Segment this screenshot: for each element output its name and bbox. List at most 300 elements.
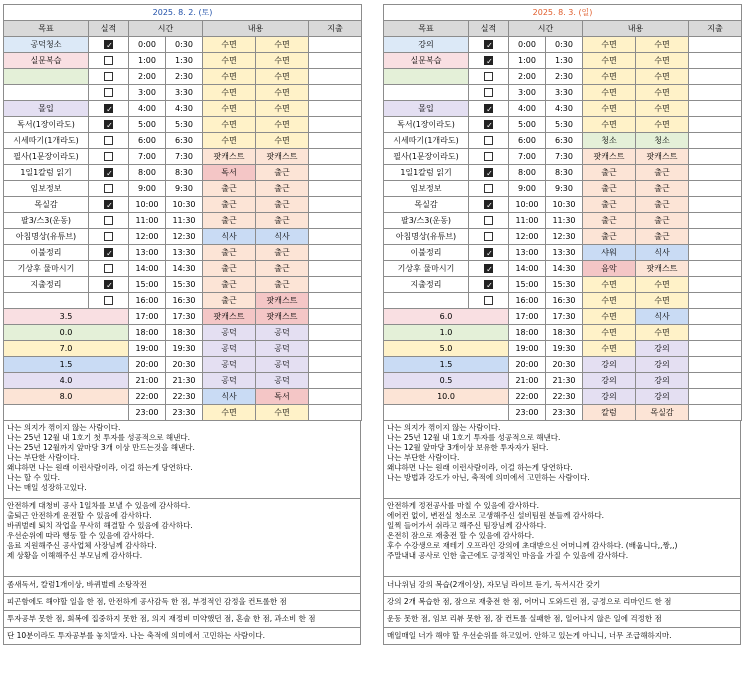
time-end: 1:30 [546,53,583,69]
activity-cell: 팟캐스트 [636,149,689,165]
affirmation-line: 나는 25년 12월 내 1호기 첫 투자를 성공적으로 해낸다. [7,433,190,442]
spend-cell [309,405,362,421]
goal-cell: 1.0 [384,325,509,341]
goal-cell: 1.5 [4,357,129,373]
goal-cell: 7.0 [4,341,129,357]
table-row [384,117,742,133]
table-row [384,101,742,117]
spend-cell [689,373,742,389]
done-checkbox[interactable] [484,56,493,65]
gratitude-line: 제 상황을 이해해주신 부모님께 감사하다. [7,551,143,560]
checkbox-cell [469,37,509,53]
goal-cell: 아침명상(유튜브) [4,229,89,245]
checkbox-cell [89,197,129,213]
table-row [4,165,362,181]
activity-cell: 출근 [203,261,256,277]
time-end: 6:30 [166,133,203,149]
activity-cell: 수면 [583,37,636,53]
time-end: 19:30 [546,341,583,357]
gratitude-line: 에어컨 없이, 변전실 청소로 고생해주신 설비팀원 분들께 감사하다. [387,511,605,520]
goal-cell: 시세따기(1개라도) [4,133,89,149]
goal-cell [4,69,89,85]
done-checkbox[interactable] [484,136,493,145]
done-checkbox[interactable] [484,104,493,113]
reflection-line: 단 10분이라도 투자공부를 놓치말자. 나는 축적에 의미에서 고민하는 사람이다. [3,628,361,645]
header-spend: 지출 [689,21,742,37]
reflection-line: 너나위님 강의 복습(2개이상), 자모님 라이브 듣기, 독서시간 갖기 [383,577,741,594]
activity-cell: 출근 [203,197,256,213]
activity-cell: 출근 [583,165,636,181]
gratitude-line: 음료 지원해주신 공사업체 사장님께 감사하다. [7,541,157,550]
activity-cell: 수면 [636,325,689,341]
time-end: 17:30 [546,309,583,325]
spend-cell [689,53,742,69]
spend-cell [689,229,742,245]
spend-cell [309,341,362,357]
time-end: 17:30 [166,309,203,325]
checkbox-cell [89,261,129,277]
reflection-line: 좀새독서, 칼럼1개이상, 바퀴벌레 소탕작전 [3,577,361,594]
time-start: 23:00 [509,405,546,421]
spend-cell [689,277,742,293]
done-checkbox[interactable] [104,232,113,241]
goal-cell: 실문복습 [384,53,469,69]
done-checkbox[interactable] [104,168,113,177]
checkbox-cell [469,181,509,197]
done-checkbox[interactable] [484,264,493,273]
goal-cell: 10.0 [384,389,509,405]
spend-cell [309,53,362,69]
activity-cell: 강의 [583,373,636,389]
done-checkbox[interactable] [484,280,493,289]
done-checkbox[interactable] [104,104,113,113]
goal-cell: 실문복습 [4,53,89,69]
activity-cell: 수면 [256,53,309,69]
activity-cell: 출근 [636,181,689,197]
spend-cell [689,389,742,405]
table-row [4,309,362,325]
done-checkbox[interactable] [484,72,493,81]
activity-cell: 출근 [256,261,309,277]
checkbox-cell [469,69,509,85]
time-end: 3:30 [546,85,583,101]
activity-cell: 공덕 [256,357,309,373]
goal-cell: 0.5 [384,373,509,389]
checkbox-cell [89,69,129,85]
reflection-line: 운동 못한 점, 임보 리뷰 못한 점, 잠 컨트롤 실패한 점, 일어나지 않은 일에 걱정한 점 [383,611,741,628]
goal-cell: 이불정리 [384,245,469,261]
activity-cell: 수면 [583,101,636,117]
activity-cell: 수면 [256,101,309,117]
gratitude-block [383,499,741,577]
table-row [384,341,742,357]
done-checkbox[interactable] [484,248,493,257]
time-end: 6:30 [546,133,583,149]
table-row [384,181,742,197]
table-row [4,85,362,101]
activity-cell: 식사 [203,229,256,245]
activity-cell: 수면 [636,101,689,117]
done-checkbox[interactable] [484,184,493,193]
affirmation-line: 나는 할 수 있다. [7,473,61,482]
done-checkbox[interactable] [484,200,493,209]
time-start: 21:00 [129,373,166,389]
table-row [384,133,742,149]
goal-cell: 임보정보 [384,181,469,197]
goal-cell: 이불정리 [4,245,89,261]
activity-cell: 칼럼 [583,405,636,421]
time-end: 16:30 [546,293,583,309]
spend-cell [689,165,742,181]
table-row [384,229,742,245]
checkbox-cell [89,277,129,293]
schedule-table [383,4,742,421]
checkbox-cell [89,245,129,261]
checkbox-cell [89,149,129,165]
done-checkbox[interactable] [104,280,113,289]
checkbox-cell [89,213,129,229]
activity-cell: 강의 [636,389,689,405]
done-checkbox[interactable] [484,216,493,225]
time-start: 7:00 [509,149,546,165]
time-start: 10:00 [509,197,546,213]
time-start: 4:00 [129,101,166,117]
activity-cell: 팟캐스트 [203,309,256,325]
time-start: 1:00 [509,53,546,69]
header-spend: 지출 [309,21,362,37]
time-end: 10:30 [546,197,583,213]
spend-cell [309,373,362,389]
checkbox-cell [89,101,129,117]
time-start: 17:00 [129,309,166,325]
spend-cell [309,229,362,245]
activity-cell: 수면 [583,85,636,101]
table-row [384,165,742,181]
goal-cell: 팔3/스3(운동) [4,213,89,229]
day-panel-right [383,4,741,645]
time-end: 13:30 [166,245,203,261]
table-row [4,293,362,309]
checkbox-cell [469,277,509,293]
table-row [4,325,362,341]
reflection-line: 피곤함에도 해야할 일을 한 점, 안전하게 공사감독 한 점, 부정적인 감정을 컨트롤한 점 [3,594,361,611]
affirmation-block [3,421,361,499]
time-end: 18:30 [166,325,203,341]
activity-cell: 공덕 [256,341,309,357]
done-checkbox[interactable] [484,296,493,305]
reflection-line: 투자공부 못한 점, 회복에 집중하지 못한 점, 의지 재정비 미약했던 점, 혼술 한 점, 과소비 한 점 [3,611,361,628]
affirmation-line: 나는 25년 12월까지 앞마당 3개 이상 만드는것을 해낸다. [7,443,195,452]
activity-cell: 수면 [203,133,256,149]
activity-cell: 수면 [203,85,256,101]
time-start: 11:00 [129,213,166,229]
done-checkbox[interactable] [484,152,493,161]
activity-cell: 샤워 [583,245,636,261]
time-start: 7:00 [129,149,166,165]
time-start: 22:00 [509,389,546,405]
checkbox-cell [469,293,509,309]
activity-cell: 출근 [256,181,309,197]
time-start: 4:00 [509,101,546,117]
time-end: 8:30 [166,165,203,181]
time-end: 19:30 [166,341,203,357]
table-row [384,357,742,373]
checkbox-cell [469,133,509,149]
affirmation-line: 나는 매일 성장하고있다. [7,483,87,492]
time-end: 15:30 [546,277,583,293]
done-checkbox[interactable] [484,232,493,241]
checkbox-cell [89,293,129,309]
goal-cell: 0.0 [4,325,129,341]
time-start: 2:00 [509,69,546,85]
done-checkbox[interactable] [104,264,113,273]
spend-cell [689,181,742,197]
time-end: 11:30 [546,213,583,229]
table-row [4,117,362,133]
done-checkbox[interactable] [104,184,113,193]
goal-cell: 5.0 [384,341,509,357]
gratitude-line: 안전하게 대청비 공사 1일차를 보낼 수 있음에 감사하다. [7,501,191,510]
table-row [384,373,742,389]
checkbox-cell [89,53,129,69]
goal-cell: 기상후 물마시기 [4,261,89,277]
header-time: 시간 [129,21,203,37]
time-start: 5:00 [129,117,166,133]
table-row [4,373,362,389]
spend-cell [689,117,742,133]
gratitude-block [3,499,361,577]
spend-cell [689,197,742,213]
table-row [4,53,362,69]
spend-cell [309,85,362,101]
time-end: 9:30 [166,181,203,197]
activity-cell: 출근 [636,197,689,213]
goal-cell: 아침명상(유튜브) [384,229,469,245]
activity-cell: 수면 [583,277,636,293]
done-checkbox[interactable] [484,88,493,97]
table-row [4,357,362,373]
checkbox-cell [89,165,129,181]
table-row [384,389,742,405]
spend-cell [689,293,742,309]
time-start: 9:00 [129,181,166,197]
goal-cell: 3.5 [4,309,129,325]
checkbox-cell [89,85,129,101]
time-start: 14:00 [129,261,166,277]
header-done: 실적 [89,21,129,37]
activity-cell: 수면 [256,69,309,85]
activity-cell: 수면 [203,69,256,85]
activity-cell: 공덕 [203,357,256,373]
time-end: 7:30 [546,149,583,165]
goal-cell [4,293,89,309]
done-checkbox[interactable] [104,72,113,81]
checkbox-cell [469,213,509,229]
spend-cell [689,261,742,277]
activity-cell: 독서 [256,389,309,405]
time-end: 7:30 [166,149,203,165]
activity-cell: 수면 [583,293,636,309]
done-checkbox[interactable] [104,216,113,225]
time-start: 11:00 [509,213,546,229]
activity-cell: 강의 [636,357,689,373]
done-checkbox[interactable] [104,296,113,305]
time-start: 14:00 [509,261,546,277]
time-start: 8:00 [129,165,166,181]
time-end: 5:30 [546,117,583,133]
affirmation-line: 나는 의지가 꺾이지 않는 사람이다. [7,423,121,432]
spend-cell [689,101,742,117]
goal-cell: 4.0 [4,373,129,389]
goal-cell [4,85,89,101]
affirmation-block [383,421,741,499]
activity-cell: 출근 [636,229,689,245]
goal-cell: 팔3/스3(운동) [384,213,469,229]
time-end: 9:30 [546,181,583,197]
goal-cell: 지출정리 [4,277,89,293]
done-checkbox[interactable] [104,248,113,257]
activity-cell: 출근 [636,165,689,181]
done-checkbox[interactable] [104,200,113,209]
time-end: 2:30 [166,69,203,85]
spend-cell [689,133,742,149]
time-start: 6:00 [509,133,546,149]
spend-cell [309,101,362,117]
activity-cell: 출근 [203,181,256,197]
checkbox-cell [89,181,129,197]
time-end: 14:30 [546,261,583,277]
spend-cell [689,69,742,85]
checkbox-cell [469,117,509,133]
time-end: 22:30 [546,389,583,405]
table-row [4,341,362,357]
time-end: 11:30 [166,213,203,229]
time-end: 12:30 [166,229,203,245]
time-end: 0:30 [166,37,203,53]
spend-cell [309,213,362,229]
activity-cell: 식사 [636,245,689,261]
table-row [384,37,742,53]
goal-cell: 지출정리 [384,277,469,293]
spend-cell [309,37,362,53]
time-start: 12:00 [509,229,546,245]
spend-cell [309,149,362,165]
gratitude-line: 출퇴근 안전하게 운전할 수 있음에 감사하다. [7,511,152,520]
header-row [4,21,362,37]
header-goal: 목표 [384,21,469,37]
goal-cell: 목실감 [4,197,89,213]
spend-cell [689,341,742,357]
done-checkbox[interactable] [484,40,493,49]
time-end: 20:30 [546,357,583,373]
time-end: 2:30 [546,69,583,85]
time-end: 23:30 [546,405,583,421]
time-start: 0:00 [509,37,546,53]
done-checkbox[interactable] [484,168,493,177]
done-checkbox[interactable] [104,136,113,145]
activity-cell: 수면 [583,309,636,325]
table-row [4,277,362,293]
spend-cell [689,245,742,261]
reflection-line: 매일매일 너가 해야 할 우선순위를 하고있어. 안하고 있는게 아니니, 너무 조급해하지마. [383,628,741,645]
activity-cell: 목실감 [636,405,689,421]
spend-cell [689,37,742,53]
done-checkbox[interactable] [104,88,113,97]
gratitude-line: 안전하게 정전공사를 마칠 수 있음에 감사하다. [387,501,539,510]
activity-cell: 수면 [256,85,309,101]
goal-cell: 1일1칼럼 읽기 [4,165,89,181]
checkbox-cell [469,197,509,213]
time-start: 23:00 [129,405,166,421]
time-end: 3:30 [166,85,203,101]
activity-cell: 출근 [256,245,309,261]
activity-cell: 강의 [636,341,689,357]
gratitude-line: 우선순위에 따라 행동 할 수 있음에 감사하다. [7,531,155,540]
table-row [4,213,362,229]
activity-cell: 식사 [636,309,689,325]
time-end: 8:30 [546,165,583,181]
goal-cell: 임보정보 [4,181,89,197]
header-goal: 목표 [4,21,89,37]
done-checkbox[interactable] [104,40,113,49]
table-row [4,149,362,165]
table-row [384,213,742,229]
checkbox-cell [89,117,129,133]
affirmation-line: 나는 12월 앞마당 3개이상 보유한 투자자가 된다. [387,443,549,452]
gratitude-line: 후수 수강생으로 재테기 오프라인 강의에 초대받으신 어머니께 감사하다. (배웁니다,,짱,,) [387,541,678,550]
time-start: 20:00 [509,357,546,373]
time-end: 22:30 [166,389,203,405]
goal-cell: 몰입 [384,101,469,117]
time-start: 13:00 [129,245,166,261]
table-row [384,245,742,261]
goal-cell: 1.5 [384,357,509,373]
activity-cell: 출근 [583,229,636,245]
time-start: 19:00 [129,341,166,357]
time-end: 12:30 [546,229,583,245]
affirmation-line: 나는 의지가 꺾이지 않는 사람이다. [387,423,501,432]
time-end: 4:30 [546,101,583,117]
activity-cell: 수면 [583,69,636,85]
checkbox-cell [469,149,509,165]
done-checkbox[interactable] [104,56,113,65]
activity-cell: 출근 [583,213,636,229]
table-row [4,197,362,213]
affirmation-line: 나는 25년 12월 내 1호기 투자를 성공적으로 해낸다. [387,433,561,442]
activity-cell: 출근 [583,197,636,213]
activity-cell: 수면 [583,341,636,357]
activity-cell: 수면 [583,117,636,133]
time-start: 19:00 [509,341,546,357]
spend-cell [309,245,362,261]
time-start: 16:00 [129,293,166,309]
activity-cell: 수면 [203,101,256,117]
time-start: 0:00 [129,37,166,53]
done-checkbox[interactable] [104,152,113,161]
time-start: 8:00 [509,165,546,181]
done-checkbox[interactable] [484,120,493,129]
header-time: 시간 [509,21,583,37]
time-start: 22:00 [129,389,166,405]
done-checkbox[interactable] [104,120,113,129]
activity-cell: 공덕 [203,373,256,389]
time-end: 1:30 [166,53,203,69]
schedule-table [3,4,362,421]
spend-cell [309,69,362,85]
spend-cell [689,405,742,421]
time-start: 16:00 [509,293,546,309]
table-row [384,293,742,309]
